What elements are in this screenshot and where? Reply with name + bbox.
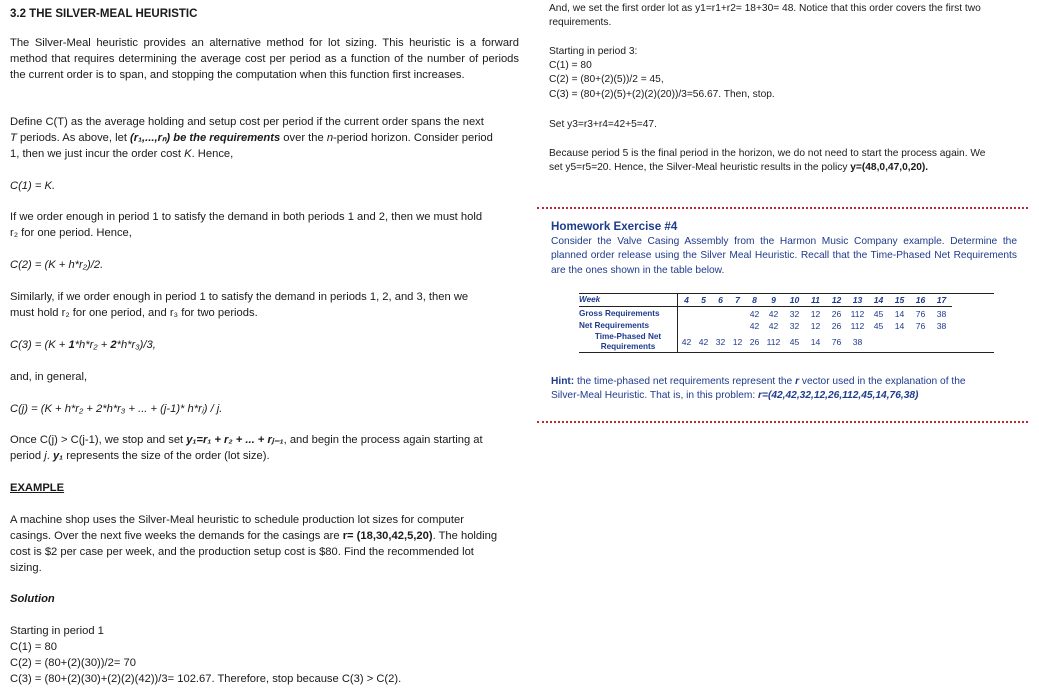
week-header: 8 bbox=[746, 294, 763, 307]
table-cell: 26 bbox=[831, 308, 842, 319]
period3-steps: Starting in period 3: C(1) = 80 C(2) = (80+(2)(5))/2 = 45, C(3) = (80+(2)(5)+(2)(2)(20))/3=56.67. Then, stop. bbox=[549, 46, 775, 100]
table-cell: 76 bbox=[915, 308, 926, 319]
table-cell: 38 bbox=[852, 337, 863, 348]
table-cell: 14 bbox=[810, 337, 821, 348]
table-cell: 32 bbox=[789, 320, 800, 331]
table-cell: 42 bbox=[678, 332, 696, 352]
table-cell bbox=[678, 320, 696, 332]
table-cell: 12 bbox=[810, 308, 821, 319]
row-label-gross: Gross Requirements bbox=[579, 308, 660, 318]
table-cell: 32 bbox=[715, 337, 726, 348]
formula-c1: C(1) = K. bbox=[10, 180, 56, 192]
table-cell bbox=[868, 332, 889, 352]
table-cell bbox=[729, 307, 746, 320]
week-header: 4 bbox=[678, 294, 696, 307]
week-header: 5 bbox=[695, 294, 712, 307]
week-header: 13 bbox=[847, 294, 868, 307]
row-label-time-phased: Time-Phased Net Requirements bbox=[594, 332, 662, 352]
week-header: 11 bbox=[805, 294, 826, 307]
table-cell: 42 bbox=[749, 320, 760, 331]
table-cell: 45 bbox=[873, 320, 884, 331]
table-header-row bbox=[579, 294, 952, 307]
define-line-2: T periods. As above, let (r₁,...,rₙ) be the requirements over the n-period horizon. Consider period bbox=[10, 132, 493, 144]
week-header: 15 bbox=[889, 294, 910, 307]
table-row bbox=[579, 320, 952, 332]
table-cell: 42 bbox=[698, 337, 709, 348]
table-cell: 76 bbox=[831, 337, 842, 348]
table-cell bbox=[695, 307, 712, 320]
periods12-paragraph: If we order enough in period 1 to satisfy the demand in both periods 1 and 2, then we must hold r₂ for one period. Hence, bbox=[10, 211, 483, 239]
general-text: and, in general, bbox=[10, 371, 88, 383]
table-cell bbox=[910, 332, 931, 352]
table-cell: 42 bbox=[768, 308, 779, 319]
table-cell: 112 bbox=[850, 308, 865, 319]
once-paragraph: Once C(j) > C(j-1), we stop and set y₁=r₁ + r₂ + ... + rⱼ₋₁, and begin the process again starting at period j. y₁ represents the size of the order (lot size). bbox=[10, 434, 483, 462]
week-header: 9 bbox=[763, 294, 784, 307]
table-cell: 112 bbox=[850, 320, 865, 331]
intro-paragraph: The Silver-Meal heuristic provides an alternative method for lot sizing. This heuristic is a forward method that requires determining the average cost per period as a function of the number of periods the current order is to span, and stopping the computation when this function first increases. bbox=[10, 37, 519, 81]
define-line-3: 1, then we just incur the order cost K. Hence, bbox=[10, 148, 234, 160]
solution-heading: Solution bbox=[10, 593, 55, 605]
table-cell: 45 bbox=[789, 337, 800, 348]
table-cell bbox=[889, 332, 910, 352]
set-y3-text: Set y3=r3+r4=42+5=47. bbox=[549, 119, 657, 130]
week-header: 6 bbox=[712, 294, 729, 307]
table-cell: 76 bbox=[915, 320, 926, 331]
week-header: 16 bbox=[910, 294, 931, 307]
table-cell: 14 bbox=[894, 320, 905, 331]
table-cell: 42 bbox=[768, 320, 779, 331]
table-row bbox=[579, 307, 952, 320]
define-paragraph bbox=[10, 114, 519, 162]
table-cell: 32 bbox=[789, 308, 800, 319]
table-cell bbox=[729, 320, 746, 332]
week-header: 17 bbox=[931, 294, 952, 307]
week-header: 7 bbox=[729, 294, 746, 307]
formula-cj: C(j) = (K + h*r₂ + 2*h*r₃ + ... + (j-1)* h*rⱼ) / j. bbox=[10, 403, 223, 415]
solution-steps: Starting in period 1 C(1) = 80 C(2) = (80+(2)(30))/2= 70 C(3) = (80+(2)(30)+(2)(2)(42))/3= 102.67. Therefore, stop because C(3) > C(2). bbox=[10, 625, 402, 685]
table-cell bbox=[931, 332, 952, 352]
example-paragraph: A machine shop uses the Silver-Meal heuristic to schedule production lot sizes for computer casings. Over the next five weeks the demands for the casings are r= (18,30,42,5,20). The holding cost is $2 per case per week, and the production setup cost is $80. Find the recommended lot sizing. bbox=[10, 514, 498, 574]
requirements-table bbox=[579, 293, 994, 353]
formula-c3: C(3) = (K + 1*h*r₂ + 2*h*r₃)/3, bbox=[10, 339, 156, 351]
example-heading: EXAMPLE bbox=[10, 482, 65, 494]
table-cell: 26 bbox=[831, 320, 842, 331]
table-cell: 26 bbox=[749, 337, 760, 348]
week-header: 14 bbox=[868, 294, 889, 307]
table-row bbox=[579, 332, 952, 352]
table-cell: 45 bbox=[873, 308, 884, 319]
week-header: 10 bbox=[784, 294, 805, 307]
table-cell bbox=[712, 320, 729, 332]
similarly-paragraph: Similarly, if we order enough in period 1 to satisfy the demand in periods 1, 2, and 3, then we must hold r₂ for one period, and r₃ for two periods. bbox=[10, 291, 469, 319]
homework-text: Consider the Valve Casing Assembly from the Harmon Music Company example. Determine the planned order release using the Silver Meal Heuristic. Recall that the Time-Phased Net Requirements are the ones shown in the table below. bbox=[551, 236, 1017, 276]
define-line-1: Define C(T) as the average holding and setup cost per period if the current order spans the next bbox=[10, 116, 484, 128]
because-paragraph: Because period 5 is the final period in the horizon, we do not need to start the process again. We set y5=r5=20. Hence, the Silver-Meal heuristic results in the policy y=(48,0,47,0,20). bbox=[549, 148, 986, 174]
requirements-grid bbox=[579, 294, 952, 352]
formula-c2: C(2) = (K + h*r₂)/2. bbox=[10, 259, 104, 271]
row-label-net: Net Requirements bbox=[579, 320, 650, 330]
table-cell bbox=[712, 307, 729, 320]
table-cell: 12 bbox=[732, 337, 743, 348]
homework-hint: Hint: the time-phased net requirements represent the r vector used in the explanation of the Silver-Meal Heuristic. That is, in this problem: r=(42,42,32,12,26,112,45,14,76,38) bbox=[551, 376, 966, 402]
table-cell: 42 bbox=[749, 308, 760, 319]
week-header: 12 bbox=[826, 294, 847, 307]
table-cell: 14 bbox=[894, 308, 905, 319]
table-cell: 38 bbox=[936, 320, 947, 331]
table-cell: 112 bbox=[766, 337, 781, 348]
table-cell bbox=[678, 307, 696, 320]
table-cell: 12 bbox=[810, 320, 821, 331]
week-label: Week bbox=[579, 294, 678, 307]
homework-title: Homework Exercise #4 bbox=[551, 220, 678, 233]
table-cell: 38 bbox=[936, 308, 947, 319]
table-cell bbox=[695, 320, 712, 332]
first-order-paragraph: And, we set the first order lot as y1=r1+r2= 18+30= 48. Notice that this order covers the first two requirements. bbox=[549, 3, 981, 29]
section-heading: 3.2 THE SILVER-MEAL HEURISTIC bbox=[10, 8, 198, 20]
